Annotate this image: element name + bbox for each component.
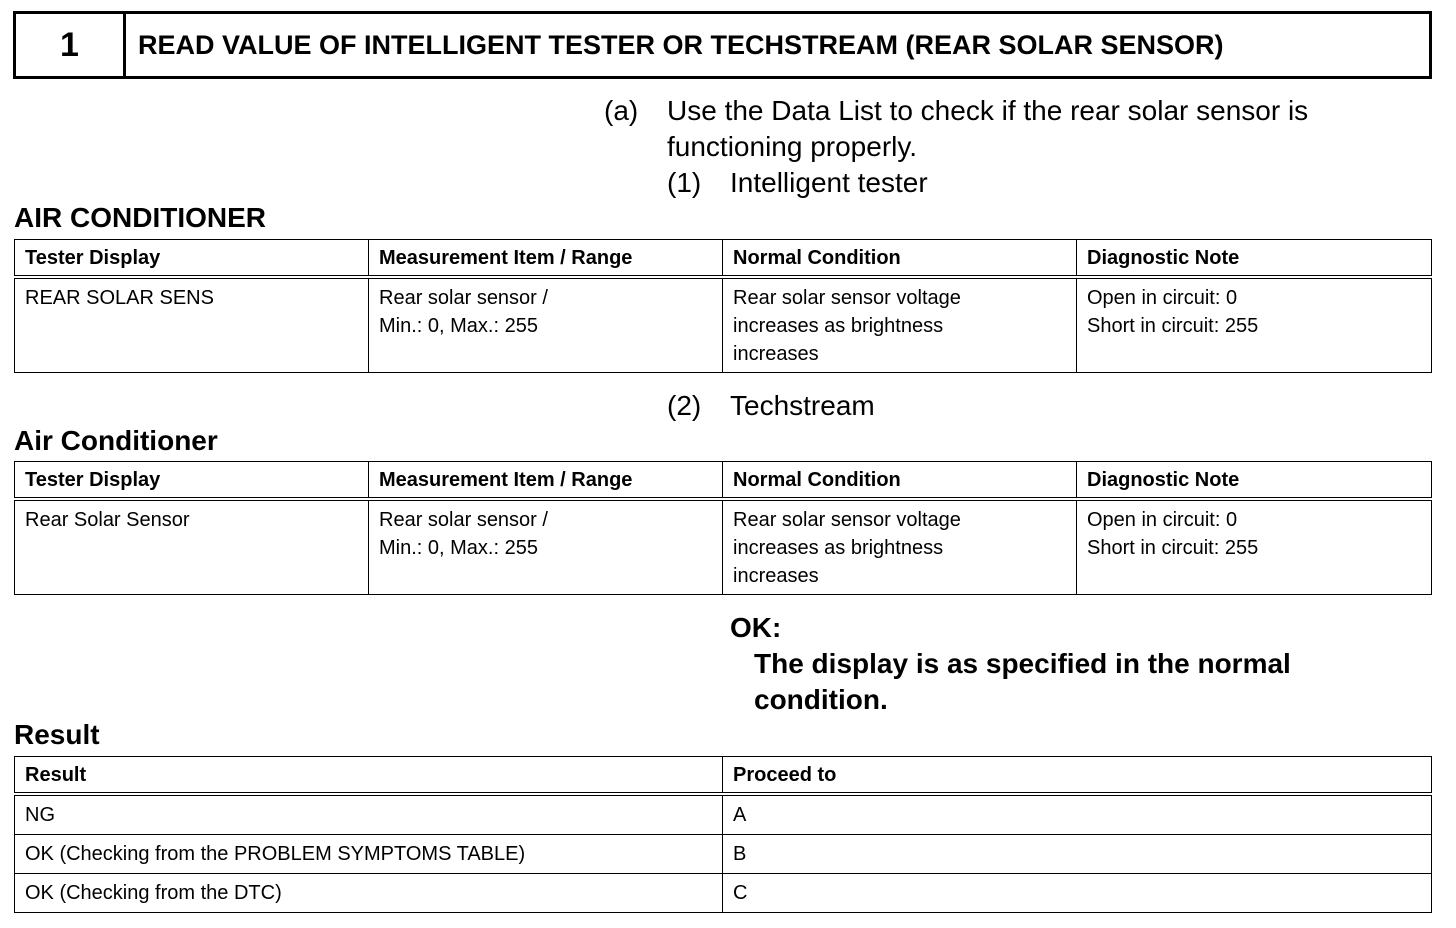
table1-header-row [15, 240, 1432, 278]
table-row [15, 277, 1432, 373]
result-cell: OK (Checking from the PROBLEM SYMPTOMS TABLE) [15, 835, 723, 874]
proceed-cell: A [723, 794, 1432, 835]
table2-col-normal-condition: Normal Condition [723, 462, 1077, 500]
result-col-proceed: Proceed to [723, 757, 1432, 795]
table1-col-normal-condition: Normal Condition [723, 240, 1077, 278]
table2-data-list [14, 461, 1432, 595]
table2-cell-range: Rear solar sensor / Min.: 0, Max.: 255 [369, 499, 723, 595]
result-cell: OK (Checking from the DTC) [15, 874, 723, 913]
ok-label: OK: [730, 612, 782, 643]
table1-col-tester-display: Tester Display [15, 240, 369, 278]
table2-col-measurement: Measurement Item / Range [369, 462, 723, 500]
proceed-cell: C [723, 874, 1432, 913]
ok-spec-line1: The display is as specified in the normal [754, 648, 1291, 679]
instruction-a-line2: functioning properly. [667, 131, 918, 162]
step-title: READ VALUE OF INTELLIGENT TESTER OR TECHSTREAM (REAR SOLAR SENSOR) [138, 29, 1224, 60]
table-row [15, 499, 1432, 595]
table-row [15, 874, 1432, 913]
table2-header-row [15, 462, 1432, 500]
table-row [15, 794, 1432, 835]
step-header [13, 11, 1432, 79]
ok-spec-line2: condition. [754, 684, 888, 715]
step-number: 1 [16, 14, 126, 76]
table2-cell-normal: Rear solar sensor voltage increases as brightness increases [723, 499, 1077, 595]
table2-cell-note: Open in circuit: 0 Short in circuit: 255 [1077, 499, 1432, 595]
result-col-result: Result [15, 757, 723, 795]
sub-step-1-marker: (1) [667, 167, 702, 198]
table2-col-diagnostic-note: Diagnostic Note [1077, 462, 1432, 500]
table1-heading: AIR CONDITIONER [14, 202, 266, 233]
sub-step-2-text: Techstream [730, 390, 875, 421]
table1-data-list [14, 239, 1432, 373]
table1-col-diagnostic-note: Diagnostic Note [1077, 240, 1432, 278]
result-header-row [15, 757, 1432, 795]
table1-cell-note: Open in circuit: 0 Short in circuit: 255 [1077, 277, 1432, 373]
instruction-a-marker: (a) [604, 95, 639, 126]
sub-step-2-marker: (2) [667, 390, 702, 421]
table2-cell-display: Rear Solar Sensor [15, 499, 369, 595]
result-cell: NG [15, 794, 723, 835]
result-heading: Result [14, 719, 100, 750]
table1-cell-display: REAR SOLAR SENS [15, 277, 369, 373]
table-row [15, 835, 1432, 874]
table1-cell-range: Rear solar sensor / Min.: 0, Max.: 255 [369, 277, 723, 373]
result-table [14, 756, 1432, 913]
instruction-a-line1: Use the Data List to check if the rear solar sensor is [667, 95, 1309, 126]
table1-col-measurement: Measurement Item / Range [369, 240, 723, 278]
proceed-cell: B [723, 835, 1432, 874]
sub-step-1-text: Intelligent tester [730, 167, 928, 198]
table1-cell-normal: Rear solar sensor voltage increases as brightness increases [723, 277, 1077, 373]
table2-col-tester-display: Tester Display [15, 462, 369, 500]
table2-heading: Air Conditioner [14, 425, 218, 456]
